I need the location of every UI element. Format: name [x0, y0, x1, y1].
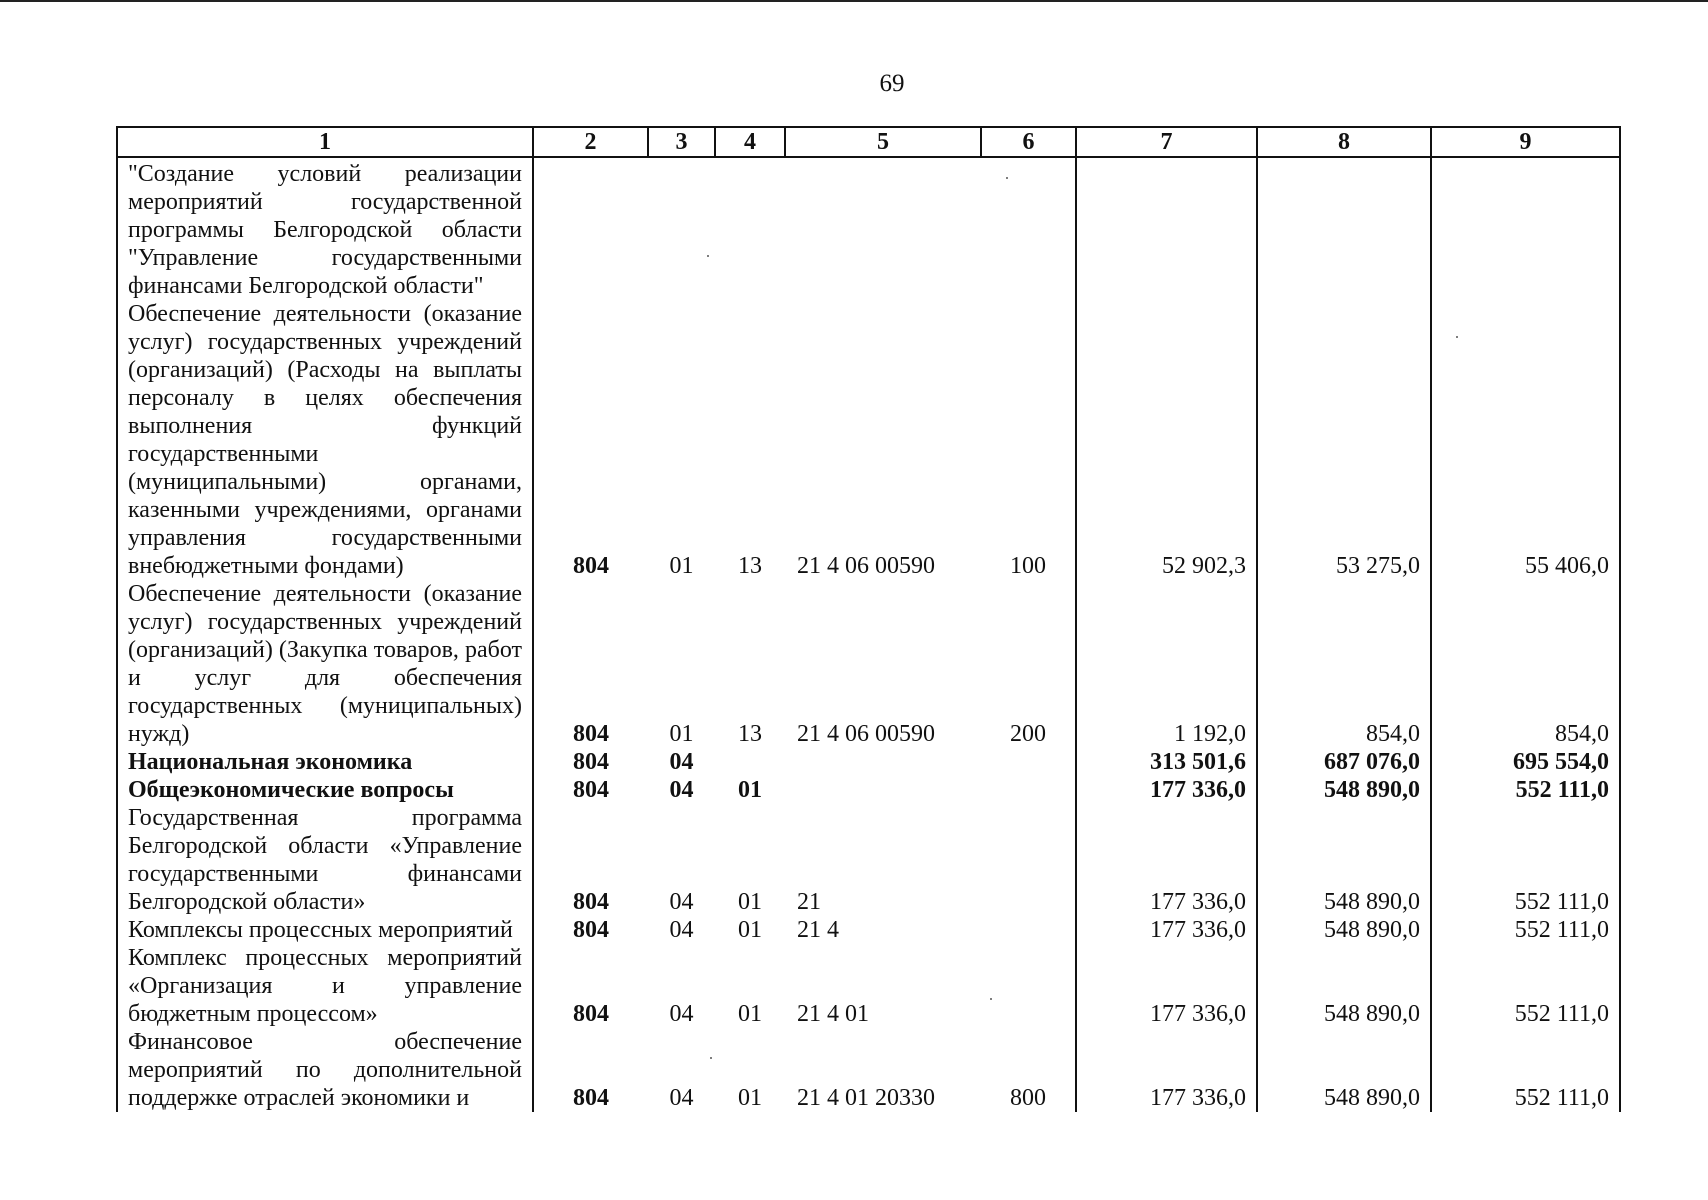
cell-name: Государственная программа Белгородской области «Управление государственными финансами Белгородской области» [117, 804, 533, 916]
cell-expense-type: 800 [981, 1028, 1076, 1112]
table-row [117, 804, 1620, 916]
cell-target-article [785, 748, 981, 776]
cell-target-article: 21 4 01 20330 [797, 1085, 935, 1111]
cell-section [648, 157, 715, 300]
scan-speck [1006, 177, 1008, 179]
cell-target-article: 21 [797, 889, 821, 915]
cell-target-article: 21 4 06 00590 [797, 721, 935, 747]
cell-subsection: 13 [738, 553, 762, 579]
cell-amount-col9: 552 111,0 [1431, 776, 1620, 804]
cell-target-article: 21 4 [797, 917, 839, 943]
cell-subsection: 01 [738, 1085, 762, 1111]
cell-amount-col9: 55 406,0 [1431, 300, 1620, 580]
header-col-8: 8 [1257, 127, 1431, 157]
cell-amount-col9: 552 111,0 [1431, 804, 1620, 916]
cell-expense-type [981, 916, 1076, 944]
cell-amount-col8: 687 076,0 [1257, 748, 1431, 776]
table-row [117, 300, 1620, 580]
header-col-1: 1 [117, 127, 533, 157]
header-col-3: 3 [648, 127, 715, 157]
cell-grbs: 804 [573, 721, 609, 747]
cell-expense-type [981, 776, 1076, 804]
cell-subsection: 01 [738, 889, 762, 915]
header-row [117, 127, 1620, 157]
cell-grbs: 804 [573, 553, 609, 579]
header-col-5: 5 [785, 127, 981, 157]
header-col-4: 4 [715, 127, 785, 157]
header-col-9: 9 [1431, 127, 1620, 157]
budget-table [116, 126, 1621, 1112]
table-header [117, 127, 1620, 157]
cell-grbs: 804 [573, 1001, 609, 1027]
cell-target-article [785, 776, 981, 804]
scan-speck [990, 998, 992, 1000]
cell-grbs: 804 [573, 889, 609, 915]
table-row [117, 916, 1620, 944]
cell-name: Национальная экономика [117, 748, 533, 776]
cell-grbs: 804 [573, 749, 609, 775]
cell-amount-col9 [1431, 157, 1620, 300]
cell-amount-col8: 548 890,0 [1257, 804, 1431, 916]
cell-amount-col7: 177 336,0 [1076, 1028, 1257, 1112]
header-col-2: 2 [533, 127, 648, 157]
cell-target-article [785, 157, 981, 300]
cell-name: Общеэкономические вопросы [117, 776, 533, 804]
scan-speck [710, 1057, 712, 1059]
table-row [117, 748, 1620, 776]
cell-section: 01 [669, 721, 694, 747]
cell-name: Комплексы процессных мероприятий [117, 916, 533, 944]
cell-amount-col7: 177 336,0 [1076, 804, 1257, 916]
cell-section: 04 [669, 749, 694, 775]
cell-section: 04 [669, 777, 694, 803]
cell-subsection: 01 [738, 1001, 762, 1027]
header-col-7: 7 [1076, 127, 1257, 157]
cell-section: 04 [669, 889, 694, 915]
cell-expense-type [981, 944, 1076, 1028]
scan-speck [707, 255, 709, 257]
cell-target-article: 21 4 01 [797, 1001, 869, 1027]
cell-amount-col8 [1257, 157, 1431, 300]
cell-amount-col7: 313 501,6 [1076, 748, 1257, 776]
cell-amount-col7 [1076, 157, 1257, 300]
cell-amount-col9: 695 554,0 [1431, 748, 1620, 776]
cell-section: 04 [669, 917, 694, 943]
table-row [117, 1028, 1620, 1112]
cell-amount-col8: 548 890,0 [1257, 916, 1431, 944]
cell-subsection [715, 748, 785, 776]
header-col-6: 6 [981, 127, 1076, 157]
table-row [117, 157, 1620, 300]
table-row [117, 580, 1620, 748]
cell-amount-col8: 548 890,0 [1257, 776, 1431, 804]
cell-expense-type [981, 157, 1076, 300]
cell-grbs: 804 [573, 777, 609, 803]
page-top-edge [0, 0, 1708, 2]
cell-expense-type: 100 [981, 300, 1076, 580]
cell-amount-col8: 854,0 [1257, 580, 1431, 748]
cell-subsection: 01 [738, 917, 762, 943]
cell-name: Обеспечение деятельности (оказание услуг) государственных учреждений (организаций) (Расходы на выплаты персоналу в целях обеспечения выполнения функций государственными (муниципальными) органами, казенными учреждениями, органами управления государственными внебюджетными фондами) [117, 300, 533, 580]
cell-amount-col9: 854,0 [1431, 580, 1620, 748]
cell-subsection: 13 [738, 721, 762, 747]
cell-expense-type [981, 748, 1076, 776]
cell-amount-col9: 552 111,0 [1431, 916, 1620, 944]
cell-amount-col8: 548 890,0 [1257, 944, 1431, 1028]
cell-section: 04 [669, 1001, 694, 1027]
cell-amount-col7: 1 192,0 [1076, 580, 1257, 748]
table-row [117, 944, 1620, 1028]
cell-grbs: 804 [573, 917, 609, 943]
cell-subsection: 01 [738, 777, 762, 803]
cell-amount-col9: 552 111,0 [1431, 944, 1620, 1028]
cell-target-article: 21 4 06 00590 [797, 553, 935, 579]
cell-name: "Создание условий реализации мероприятий государственной программы Белгородской области "Управление государственными финансами Белгородской области" [117, 157, 533, 300]
table-row [117, 776, 1620, 804]
cell-amount-col7: 177 336,0 [1076, 916, 1257, 944]
cell-subsection [715, 157, 785, 300]
cell-name: Обеспечение деятельности (оказание услуг) государственных учреждений (организаций) (Закупка товаров, работ и услуг для обеспечения государственных (муниципальных) нужд) [117, 580, 533, 748]
page-number: 69 [879, 70, 905, 97]
cell-amount-col7: 52 902,3 [1076, 300, 1257, 580]
cell-amount-col8: 53 275,0 [1257, 300, 1431, 580]
cell-grbs [533, 157, 648, 300]
cell-section: 01 [669, 553, 694, 579]
cell-amount-col7: 177 336,0 [1076, 776, 1257, 804]
cell-expense-type [981, 804, 1076, 916]
scan-speck [1456, 336, 1458, 338]
cell-amount-col9: 552 111,0 [1431, 1028, 1620, 1112]
cell-section: 04 [669, 1085, 694, 1111]
cell-name: Комплекс процессных мероприятий «Организация и управление бюджетным процессом» [117, 944, 533, 1028]
cell-expense-type: 200 [981, 580, 1076, 748]
cell-name: Финансовое обеспечение мероприятий по дополнительной поддержке отраслей экономики и [117, 1028, 533, 1112]
cell-grbs: 804 [573, 1085, 609, 1111]
cell-amount-col7: 177 336,0 [1076, 944, 1257, 1028]
cell-amount-col8: 548 890,0 [1257, 1028, 1431, 1112]
table-body [117, 157, 1620, 1112]
